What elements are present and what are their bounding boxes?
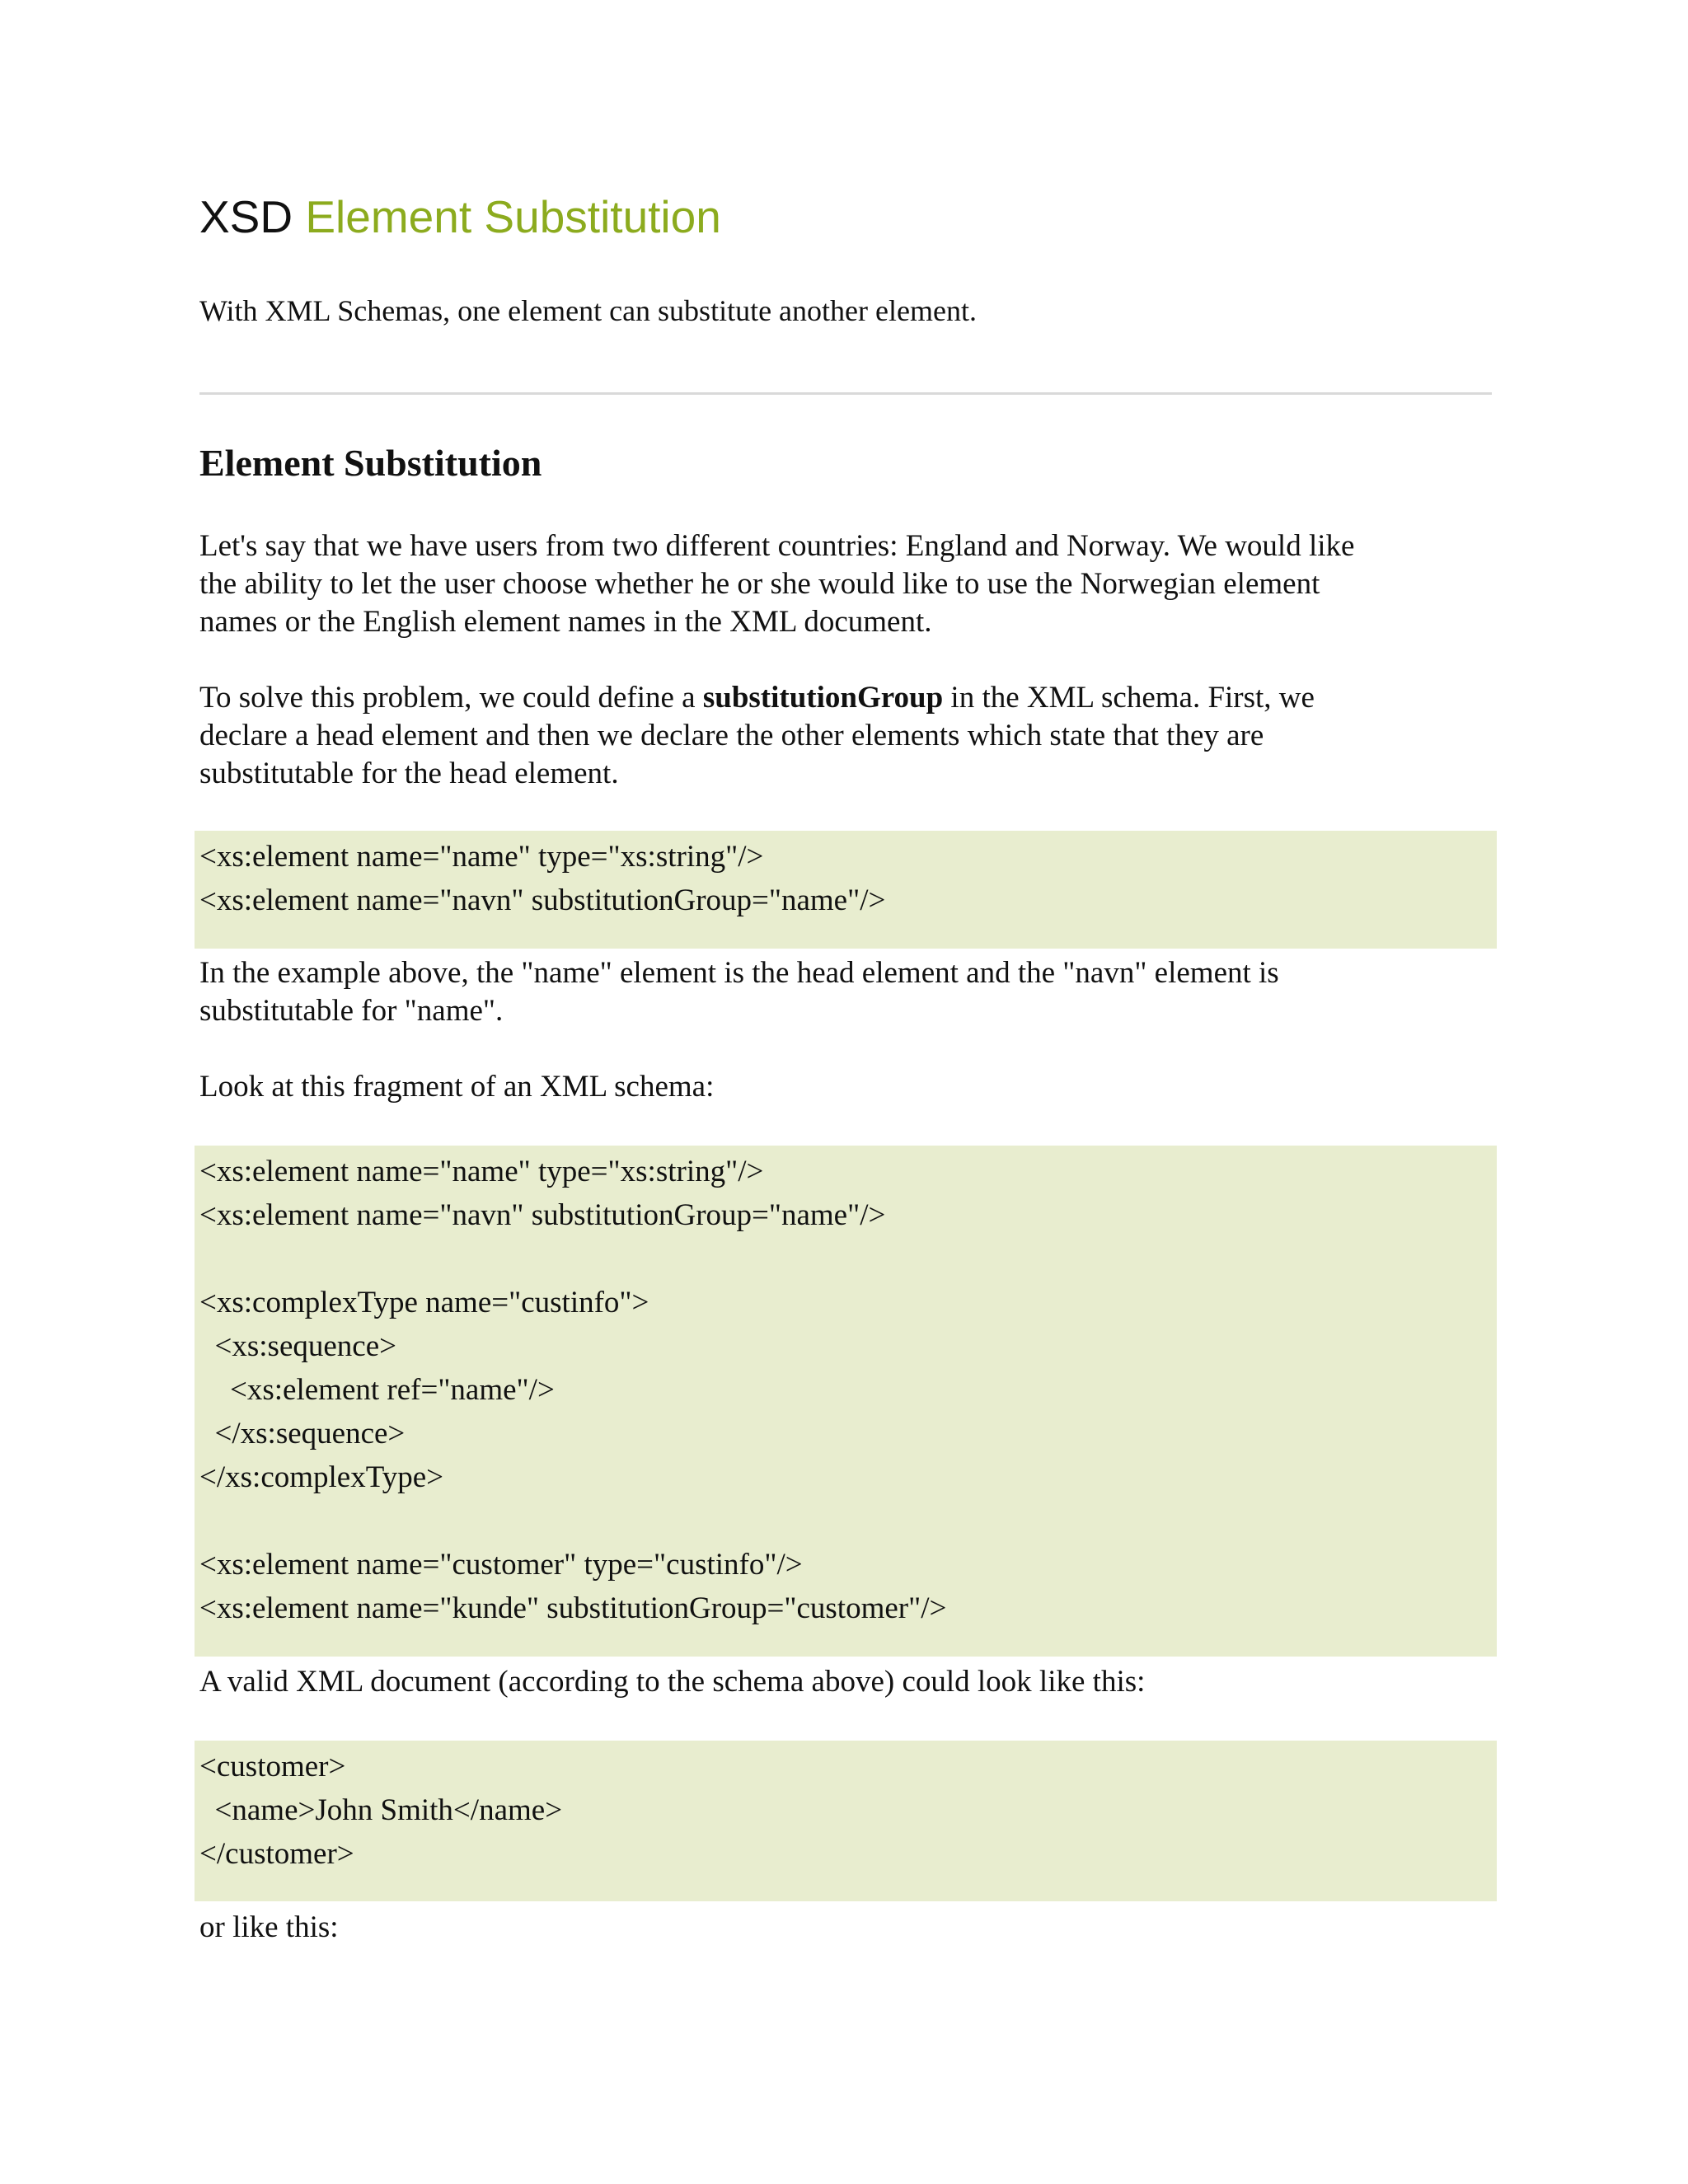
- code-line: <customer>: [199, 1750, 346, 1783]
- title-prefix: XSD: [199, 191, 293, 242]
- code-block-head-element: [195, 831, 1497, 949]
- code-line: </xs:sequence>: [199, 1417, 406, 1451]
- code-line: [195, 1237, 1497, 1281]
- paragraph-fragment-intro: Look at this fragment of an XML schema:: [199, 1070, 715, 1104]
- code-block-schema-fragment: [195, 1146, 1497, 1657]
- code-line: <name>John Smith</name>: [199, 1793, 563, 1827]
- code-line: <xs:element name="navn" substitutionGroup="name"/>: [199, 1198, 886, 1232]
- code-line: <xs:element name="name" type="xs:string"/>: [199, 840, 764, 874]
- paragraph-line: In the example above, the "name" element is the head element and the "navn" element is: [199, 956, 1279, 990]
- section-heading: Element Substitution: [199, 442, 542, 484]
- horizontal-divider: [199, 392, 1492, 395]
- intro-text: With XML Schemas, one element can substitute another element.: [199, 294, 977, 327]
- page-title: [199, 188, 721, 246]
- paragraph-or-like-this: or like this:: [199, 1910, 339, 1944]
- code-line: <xs:element ref="name"/>: [199, 1373, 555, 1407]
- code-line: <xs:element name="customer" type="custinfo"/>: [199, 1548, 803, 1582]
- paragraph-line: declare a head element and then we declare the other elements which state that they are: [199, 719, 1264, 752]
- code-line: <xs:element name="navn" substitutionGroup="name"/>: [199, 883, 886, 917]
- code-line: <xs:element name="name" type="xs:string"/>: [199, 1155, 764, 1188]
- code-line: </xs:complexType>: [199, 1460, 444, 1494]
- paragraph-line: names or the English element names in the XML document.: [199, 605, 932, 639]
- text-span: To solve this problem, we could define a: [199, 681, 703, 715]
- title-accent: Element Substitution: [305, 191, 721, 242]
- paragraph-substitution-group: [199, 679, 1315, 793]
- code-block-customer-example: [195, 1741, 1497, 1901]
- paragraph-line: substitutable for "name".: [199, 994, 504, 1028]
- paragraph-valid-document: A valid XML document (according to the schema above) could look like this:: [199, 1665, 1146, 1699]
- bold-term: substitutionGroup: [702, 681, 944, 715]
- code-line: [195, 1499, 1497, 1543]
- code-line: <xs:element name="kunde" substitutionGroup="customer"/>: [199, 1591, 947, 1625]
- code-line: <xs:sequence>: [199, 1329, 397, 1363]
- paragraph-line: the ability to let the user choose whether he or she would like to use the Norwegian element: [199, 567, 1320, 601]
- paragraph-example-explanation: [199, 954, 1279, 1030]
- code-line: <xs:complexType name="custinfo">: [199, 1286, 649, 1319]
- code-line: </customer>: [199, 1837, 354, 1871]
- paragraph-line: substitutable for the head element.: [199, 757, 619, 790]
- paragraph-users-countries: [199, 527, 1354, 641]
- paragraph-line: [199, 679, 1315, 717]
- text-span: in the XML schema. First, we: [943, 681, 1315, 715]
- paragraph-line: Let's say that we have users from two different countries: England and Norway. We would like: [199, 529, 1355, 563]
